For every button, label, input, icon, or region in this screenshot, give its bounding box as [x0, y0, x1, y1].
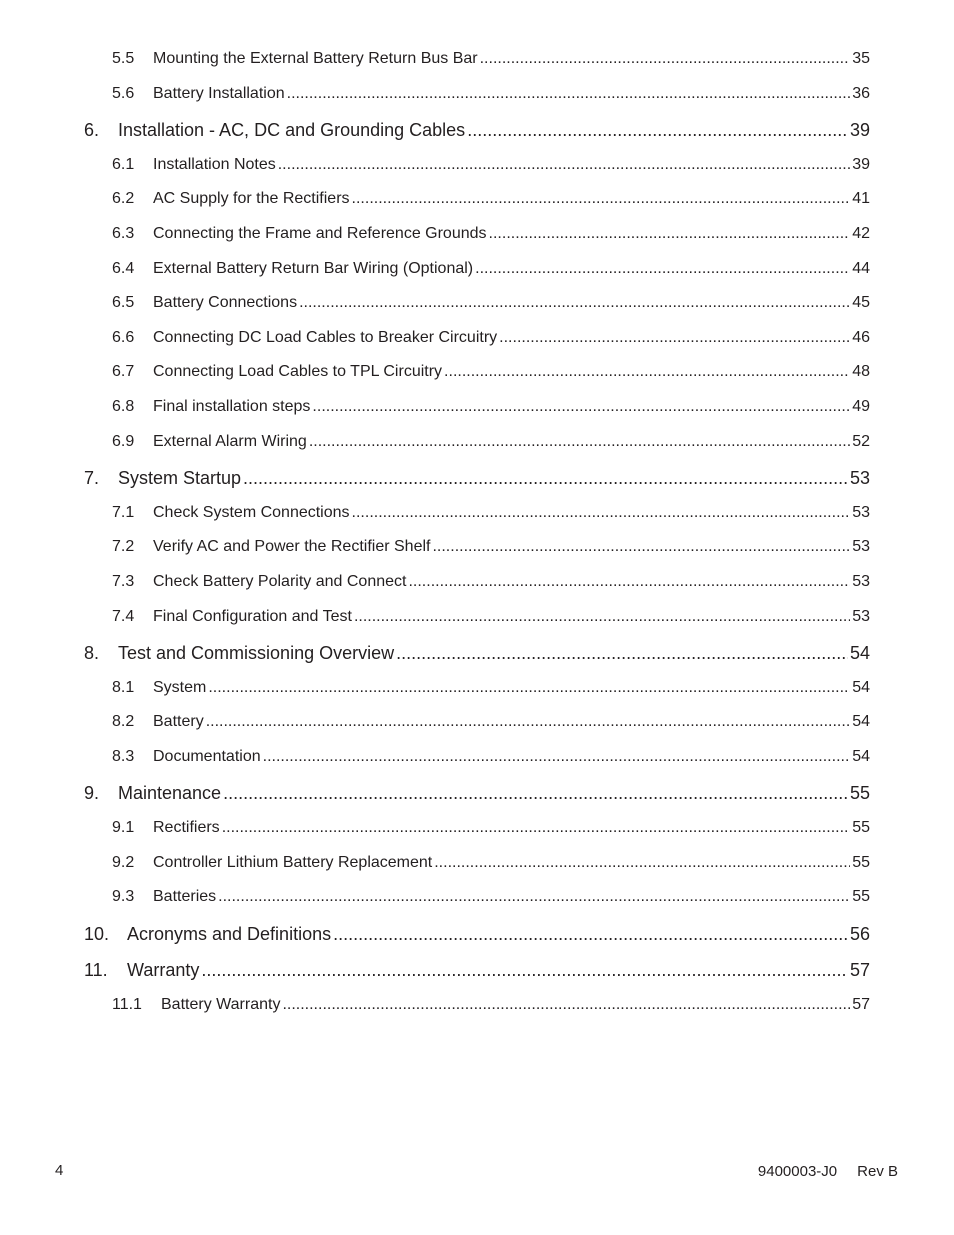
- toc-leader-dots: [208, 679, 850, 697]
- toc-entry-8[interactable]: [84, 643, 870, 667]
- toc-entry-5-6[interactable]: [112, 85, 870, 109]
- toc-entry-7-2[interactable]: [112, 538, 870, 562]
- toc-entry-number: 6.7: [112, 363, 135, 380]
- toc-entry-page: 56: [849, 924, 870, 944]
- toc-entry-11-1[interactable]: [112, 996, 870, 1020]
- toc-entry-number: 6.3: [112, 225, 135, 242]
- toc-entry-number: 5.5: [112, 50, 135, 67]
- toc-entry-title: Check Battery Polarity and Connect: [153, 573, 407, 590]
- toc-entry-number: 7.: [84, 468, 100, 488]
- toc-leader-dots: [333, 924, 848, 945]
- toc-entry-6-1[interactable]: [112, 156, 870, 180]
- toc-leader-dots: [223, 783, 848, 804]
- toc-entry-number: 9.1: [112, 819, 135, 836]
- toc-entry-title: Connecting the Frame and Reference Grounds: [153, 225, 487, 242]
- toc-leader-dots: [499, 329, 850, 347]
- toc-leader-dots: [218, 888, 850, 906]
- toc-entry-title: Test and Commissioning Overview: [118, 643, 395, 663]
- toc-leader-dots: [475, 260, 850, 278]
- toc-entry-number: 6.6: [112, 329, 135, 346]
- toc-entry-6-3[interactable]: [112, 225, 870, 249]
- toc-entry-page: 55: [852, 854, 870, 871]
- toc-entry-number: 9.: [84, 783, 100, 803]
- toc-entry-6[interactable]: [84, 120, 870, 144]
- toc-entry-11[interactable]: [84, 960, 870, 984]
- toc-entry-number: 11.1: [112, 996, 142, 1013]
- toc-leader-dots: [312, 398, 850, 416]
- toc-entry-9-1[interactable]: [112, 819, 870, 843]
- toc-entry-9-3[interactable]: [112, 888, 870, 912]
- toc-entry-7-3[interactable]: [112, 573, 870, 597]
- toc-entry-page: 39: [849, 120, 870, 140]
- toc-entry-number: 8.: [84, 643, 100, 663]
- toc-entry-8-2[interactable]: [112, 713, 870, 737]
- toc-entry-number: 8.1: [112, 679, 135, 696]
- toc-leader-dots: [489, 225, 851, 243]
- toc-leader-dots: [309, 433, 850, 451]
- toc-entry-page: 46: [852, 329, 870, 346]
- toc-entry-title: Battery Warranty: [161, 996, 281, 1013]
- toc-entry-number: 8.2: [112, 713, 135, 730]
- toc-entry-6-9[interactable]: [112, 433, 870, 457]
- toc-entry-title: Documentation: [153, 748, 261, 765]
- toc-entry-9[interactable]: [84, 783, 870, 807]
- toc-entry-title: Batteries: [153, 888, 217, 905]
- toc-entry-page: 53: [849, 468, 870, 488]
- toc-leader-dots: [354, 608, 850, 626]
- toc-entry-page: 39: [852, 156, 870, 173]
- toc-leader-dots: [352, 504, 851, 522]
- footer-document-info: [758, 1163, 898, 1180]
- toc-entry-page: 55: [849, 783, 870, 803]
- toc-entry-page: 53: [852, 504, 870, 521]
- toc-entry-title: Controller Lithium Battery Replacement: [153, 854, 433, 871]
- toc-entry-page: 49: [852, 398, 870, 415]
- toc-leader-dots: [480, 50, 851, 68]
- toc-entry-page: 57: [849, 960, 870, 980]
- toc-entry-title: System: [153, 679, 207, 696]
- toc-entry-page: 53: [852, 573, 870, 590]
- toc-entry-title: Connecting DC Load Cables to Breaker Circuitry: [153, 329, 498, 346]
- toc-entry-number: 6.8: [112, 398, 135, 415]
- toc-entry-title: Final installation steps: [153, 398, 311, 415]
- toc-entry-number: 7.1: [112, 504, 135, 521]
- toc-entry-page: 42: [852, 225, 870, 242]
- toc-entry-page: 54: [852, 679, 870, 696]
- toc-entry-number: 10.: [84, 924, 110, 944]
- toc-entry-title: Final Configuration and Test: [153, 608, 352, 625]
- toc-entry-page: 54: [849, 643, 870, 663]
- toc-entry-6-4[interactable]: [112, 260, 870, 284]
- toc-entry-number: 9.2: [112, 854, 135, 871]
- toc-entry-number: 6.5: [112, 294, 135, 311]
- toc-leader-dots: [206, 713, 851, 731]
- toc-entry-title: Verify AC and Power the Rectifier Shelf: [153, 538, 431, 555]
- toc-entry-10[interactable]: [84, 924, 870, 948]
- footer-doc-number: 9400003-J0: [757, 1163, 838, 1180]
- toc-leader-dots: [222, 819, 851, 837]
- toc-entry-title: Warranty: [127, 960, 200, 980]
- toc-entry-page: 45: [852, 294, 870, 311]
- toc-entry-7-1[interactable]: [112, 504, 870, 528]
- toc-leader-dots: [467, 120, 848, 141]
- toc-entry-title: Battery Installation: [153, 85, 285, 102]
- toc-entry-page: 53: [852, 608, 870, 625]
- toc-entry-8-1[interactable]: [112, 679, 870, 703]
- toc-entry-page: 54: [852, 748, 870, 765]
- toc-leader-dots: [287, 85, 851, 103]
- toc-leader-dots: [352, 190, 851, 208]
- toc-entry-page: 48: [852, 363, 870, 380]
- toc-entry-title: Acronyms and Definitions: [127, 924, 332, 944]
- toc-entry-6-7[interactable]: [112, 363, 870, 387]
- toc-entry-number: 8.3: [112, 748, 135, 765]
- toc-entry-number: 6.: [84, 120, 100, 140]
- toc-entry-title: Battery: [153, 713, 204, 730]
- toc-entry-page: 41: [852, 190, 870, 207]
- toc-entry-8-3[interactable]: [112, 748, 870, 772]
- toc-entry-page: 35: [852, 50, 870, 67]
- toc-entry-number: 6.9: [112, 433, 135, 450]
- toc-entry-title: System Startup: [118, 468, 242, 488]
- toc-entry-6-6[interactable]: [112, 329, 870, 353]
- toc-leader-dots: [278, 156, 850, 174]
- toc-entry-title: Installation Notes: [153, 156, 276, 173]
- toc-entry-number: 6.2: [112, 190, 135, 207]
- toc-entry-title: Maintenance: [118, 783, 222, 803]
- toc-entry-number: 6.1: [112, 156, 135, 173]
- footer-revision: Rev B: [857, 1163, 898, 1180]
- toc-entry-7-4[interactable]: [112, 608, 870, 632]
- toc-entry-title: Check System Connections: [153, 504, 350, 521]
- footer-page-number: 4: [55, 1162, 64, 1179]
- toc-entry-7[interactable]: [84, 468, 870, 492]
- toc-entry-number: 7.4: [112, 608, 135, 625]
- toc-entry-title: Rectifiers: [153, 819, 220, 836]
- toc-entry-6-8[interactable]: [112, 398, 870, 422]
- toc-leader-dots: [434, 854, 850, 872]
- toc-leader-dots: [263, 748, 851, 766]
- toc-entry-number: 5.6: [112, 85, 135, 102]
- toc-entry-9-2[interactable]: [112, 854, 870, 878]
- toc-entry-number: 7.3: [112, 573, 135, 590]
- toc-entry-number: 6.4: [112, 260, 135, 277]
- toc-entry-page: 53: [852, 538, 870, 555]
- toc-entry-title: External Battery Return Bar Wiring (Optional): [153, 260, 474, 277]
- toc-entry-title: AC Supply for the Rectifiers: [153, 190, 350, 207]
- toc-entry-page: 55: [852, 819, 870, 836]
- toc-entry-page: 57: [852, 996, 870, 1013]
- toc-entry-page: 54: [852, 713, 870, 730]
- toc-leader-dots: [432, 538, 850, 556]
- toc-entry-5-5[interactable]: [112, 50, 870, 74]
- toc-entry-page: 36: [852, 85, 870, 102]
- toc-entry-number: 11.: [84, 960, 108, 980]
- toc-leader-dots: [243, 468, 848, 489]
- toc-entry-number: 9.3: [112, 888, 135, 905]
- toc-leader-dots: [282, 996, 850, 1014]
- toc-entry-title: Installation - AC, DC and Grounding Cables: [118, 120, 466, 140]
- toc-entry-number: 7.2: [112, 538, 135, 555]
- toc-entry-page: 44: [852, 260, 870, 277]
- toc-leader-dots: [299, 294, 850, 312]
- toc-leader-dots: [201, 960, 848, 981]
- toc-leader-dots: [444, 363, 850, 381]
- toc-entry-title: Connecting Load Cables to TPL Circuitry: [153, 363, 443, 380]
- toc-entry-page: 52: [852, 433, 870, 450]
- toc-entry-6-2[interactable]: [112, 190, 870, 214]
- toc-leader-dots: [408, 573, 850, 591]
- toc-entry-title: Mounting the External Battery Return Bus Bar: [153, 50, 478, 67]
- toc-entry-page: 55: [852, 888, 870, 905]
- toc-entry-6-5[interactable]: [112, 294, 870, 318]
- toc-entry-title: External Alarm Wiring: [153, 433, 307, 450]
- toc-entry-title: Battery Connections: [153, 294, 298, 311]
- toc-leader-dots: [396, 643, 848, 664]
